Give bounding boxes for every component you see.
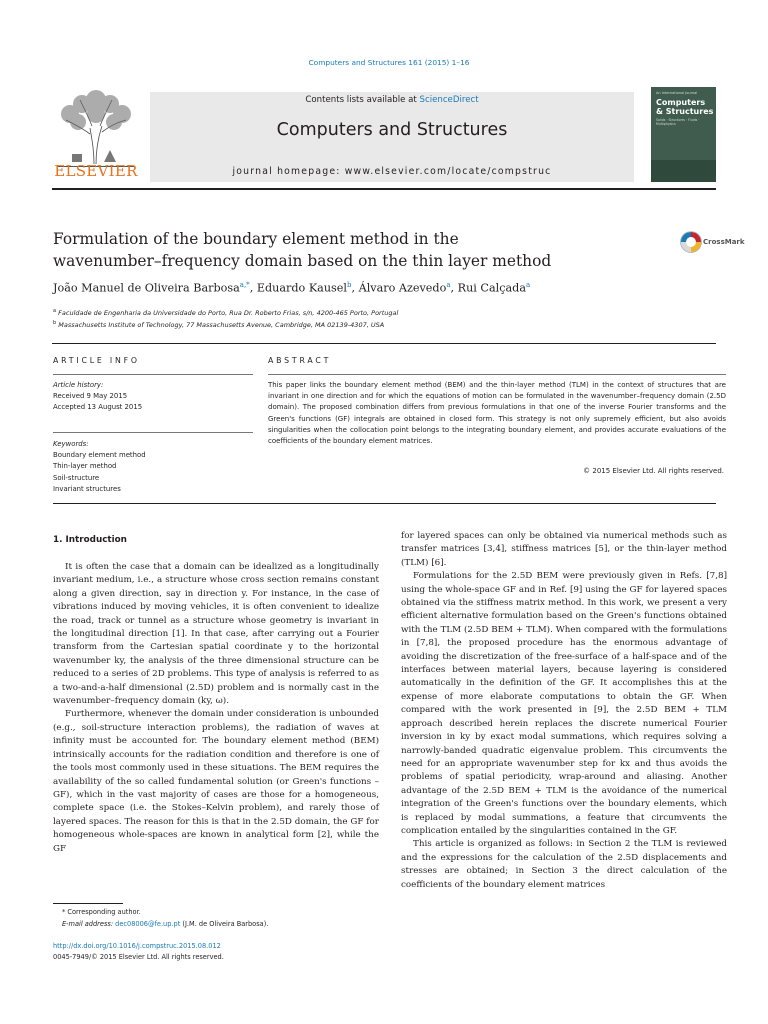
doi-block — [53, 941, 373, 963]
affiliation-text: Massachusetts Institute of Technology, 77 Massachusetts Avenue, Cambridge, MA 02139-4307, USA — [58, 321, 385, 330]
paragraph: for layered spaces can only be obtained via numerical methods such as transfer matrices [3,4], stiffness matrices [5], or the thin-layer method (TLM) [6]. — [401, 531, 727, 568]
crossmark-badge[interactable] — [680, 228, 745, 260]
abstract-heading: ABSTRACT — [268, 356, 332, 365]
keyword-item: Invariant structures — [53, 484, 121, 493]
corresponding-author-note: * Corresponding author. — [62, 908, 141, 916]
author-name[interactable]: Eduardo Kausel — [256, 281, 347, 295]
contents-available-line — [150, 95, 634, 105]
header-rule — [52, 188, 716, 190]
accepted-date: Accepted 13 August 2015 — [53, 403, 143, 412]
paragraph: This article is organized as follows: in Section 2 the TLM is reviewed and the expressions for the calculation of the 2.5D displacements and stresses are obtained; in Section 3 the direct calculation of the coefficients of the boundary element matrices — [401, 839, 727, 890]
author-separator: , — [351, 281, 359, 295]
author-separator: , — [450, 281, 458, 295]
front-matter-rule — [53, 503, 716, 504]
journal-header-banner — [150, 92, 634, 182]
author-affil-mark[interactable]: a — [446, 281, 451, 289]
affiliation-mark: a — [53, 308, 57, 314]
article-info-divider — [53, 432, 253, 433]
journal-homepage-link[interactable]: journal homepage: www.elsevier.com/locate/compstruc — [232, 166, 552, 177]
email-label: E-mail address: — [62, 920, 116, 928]
contents-prefix: Contents lists available at — [305, 95, 420, 105]
article-info-rule — [53, 374, 253, 375]
affiliation-mark: b — [53, 320, 57, 327]
abstract-copyright: © 2015 Elsevier Ltd. All rights reserved. — [583, 467, 724, 475]
cover-footer-band — [651, 160, 716, 182]
affiliation-item — [53, 318, 713, 330]
journal-name: Computers and Structures — [276, 120, 508, 140]
cover-title-line1: Computers — [656, 98, 706, 107]
keyword-item: Boundary element method — [53, 451, 146, 460]
abstract-rule — [268, 374, 726, 375]
body-column-left — [53, 561, 379, 856]
keyword-item: Thin-layer method — [53, 462, 117, 471]
issn-copyright: 0045-7949/© 2015 Elsevier Ltd. All rights reserved. — [53, 953, 224, 961]
cover-title-line2: & Structures — [656, 107, 714, 116]
received-date: Received 9 May 2015 — [53, 392, 128, 401]
cover-title — [656, 98, 713, 116]
doi-link[interactable]: http://dx.doi.org/10.1016/j.compstruc.2015.08.012 — [53, 942, 221, 950]
title-line1: Formulation of the boundary element method in the — [53, 230, 459, 248]
paragraph: It is often the case that a domain can be idealized as a longitudinally invariant medium, i.e., a structure whose cross section remains constant along a given direction, say in direction y. For instance, in the case of vibrations induced by moving vehicles, it is often convenient to idealize the road, track or tunnel as a structure whose geometry is invariant in the longitudinal direction [1]. In that case, after carrying out a Fourier transform from the Cartesian spatial coordinate y to the horizontal wavenumber ky, the analysis of the three dimensional structure can be reduced to a series of 2D problems. This type of analysis is referred to as a two-and-a-half dimensional (2.5D) problem and is normally cast in the wavenumber–frequency domain (ky, ω). — [53, 562, 379, 707]
elsevier-logo — [50, 90, 142, 182]
corresponding-author-footnote — [62, 906, 382, 930]
cover-tagline: An International Journal — [656, 91, 698, 95]
article-history — [53, 380, 253, 414]
keywords-label: Keywords: — [53, 440, 89, 448]
email-owner: (J.M. de Oliveira Barbosa). — [180, 920, 269, 928]
elsevier-wordmark: ELSEVIER — [54, 162, 138, 180]
body-column-right — [401, 530, 727, 892]
email-line — [62, 918, 382, 930]
crossmark-icon — [680, 228, 702, 258]
keywords-block — [53, 439, 253, 495]
author-separator: , — [249, 281, 257, 295]
author-affil-mark[interactable]: a,* — [239, 281, 250, 289]
author-name[interactable]: Álvaro Azevedo — [358, 281, 447, 295]
author-affil-mark[interactable]: a — [526, 281, 531, 289]
title-block-rule — [52, 343, 716, 344]
history-label: Article history: — [53, 381, 104, 389]
keyword-item: Soil-structure — [53, 473, 100, 482]
crossmark-label: CrossMark — [703, 238, 745, 246]
journal-citation-link[interactable]: Computers and Structures 161 (2015) 1–16 — [308, 58, 470, 67]
article-title — [53, 228, 643, 272]
footnote-rule — [53, 903, 123, 904]
abstract-text: This paper links the boundary element method (BEM) and the thin-layer method (TLM) in the context of structures that are invariant in one direction and for which the equations of motion can be formulated in the wavenumber–frequency domain (2.5D domain). The proposed combination differs from previous formulations in that one of the inverse Fourier transforms and the Green's functions (GF) integrals are obtained in closed form. This strategy is not only supremely efficient, but also avoids singularities when the collocation point belongs to the integrating boundary element, and provides accurate evaluations of the coefficients of the boundary element matrices. — [268, 381, 726, 446]
author-name[interactable]: Rui Calçada — [457, 281, 526, 295]
author-list — [53, 281, 713, 295]
article-info-heading: ARTICLE INFO — [53, 356, 140, 365]
paragraph: Furthermore, whenever the domain under consideration is unbounded (e.g., soil-structure interaction problems), the radiation of waves at infinity must be accounted for. The boundary element method (BEM) intrinsically accounts for the radiation condition and therefore is one of the tools most commonly used in these situations. The BEM requires the availability of the so called fundamental solution (or Green's functions – GF), which in the vast majority of cases are those for a homogeneous, complete space (i.e. the Stokes–Kelvin problem), and rarely those of layered spaces. The reason for this is that in the 2.5D domain, the GF for homogeneous whole-spaces are known in analytical form [2], while the GF — [53, 709, 379, 854]
title-line2: wavenumber–frequency domain based on the thin layer method — [53, 252, 552, 270]
author-email-link[interactable]: dec08006@fe.up.pt — [115, 920, 181, 928]
affiliation-text: Faculdade de Engenharia da Universidade do Porto, Rua Dr. Roberto Frias, s/n, 4200-465 Porto, Portugal — [58, 309, 399, 318]
affiliation-item — [53, 306, 713, 318]
section-heading-introduction: 1. Introduction — [53, 535, 127, 545]
cover-subtitle: Solids · Structures · Fluids · Multiphysics — [656, 118, 700, 126]
affiliations — [53, 306, 713, 330]
author-affil-mark[interactable]: b — [347, 281, 352, 289]
sciencedirect-link[interactable]: ScienceDirect — [419, 95, 479, 105]
journal-cover-thumbnail[interactable] — [651, 87, 716, 182]
author-name[interactable]: João Manuel de Oliveira Barbosa — [53, 281, 240, 295]
paragraph: Formulations for the 2.5D BEM were previously given in Refs. [7,8] using the whole-space GF and in Ref. [9] using the GF for layered spaces obtained via the stiffness matrix method. In this work, we present a very efficient alternative formulation based on the Green's functions obtained with the TLM (2.5D BEM + TLM). When compared with the formulations in [7,8], the proposed procedure has the enormous advantage of avoiding the discretization of the free-surface of a half-space and of the interfaces between material layers, because layering is considered automatically in the definition of the GF. It accomplishes this at the expense of more elaborate computations to obtain the GF. When compared with the work presented in [9], the 2.5D BEM + TLM approach described herein replaces the discrete numerical Fourier inversion in ky by exact modal summations, which requires solving a narrowly-banded quadratic eigenvalue problem. This circumvents the need for an appropriate wavenumber step for kx and thus avoids the problems of spatial periodicity, wrap-around and aliasing. Another advantage of the 2.5D BEM + TLM is the avoidance of the numerical integration of the Green's functions over the boundary elements, which is replaced by modal summations, a feature that circumvents the complication entailed by the singularities contained in the GF. — [401, 571, 727, 836]
